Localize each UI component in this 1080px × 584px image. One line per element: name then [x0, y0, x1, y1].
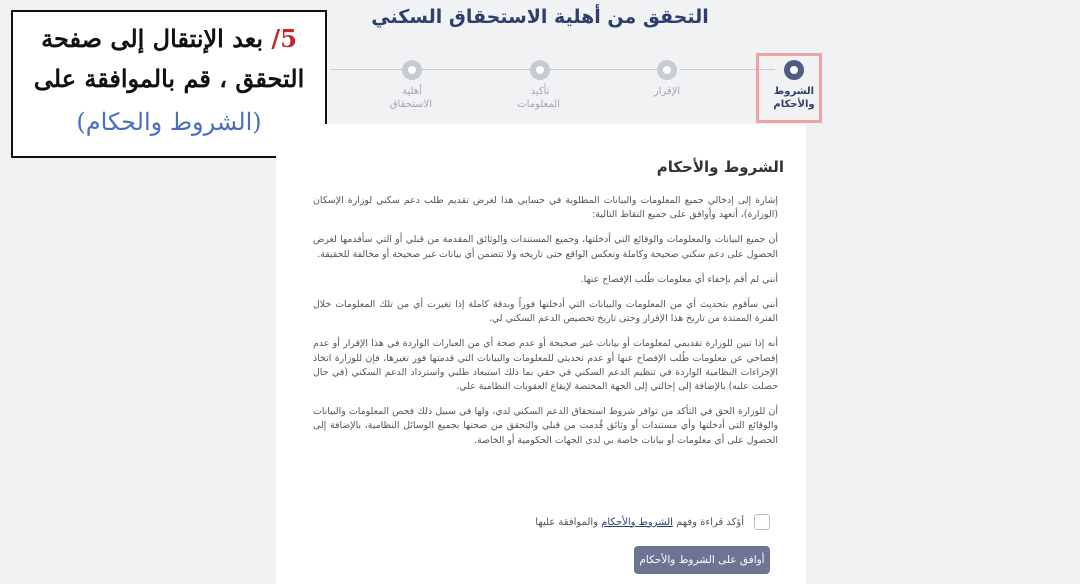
step-connector — [550, 69, 658, 70]
terms-heading: الشروط والأحكام — [656, 158, 784, 176]
callout-line-1 — [13, 24, 325, 53]
step-label-terms: الشروط والأحكام — [773, 86, 815, 110]
step-indicator-declaration[interactable] — [657, 60, 677, 80]
agree-row — [535, 514, 770, 530]
step-connector — [330, 69, 402, 70]
agree-button[interactable]: أوافق على الشروط والأحكام — [634, 546, 770, 574]
terms-paragraph: إشارة إلى إدخالي جميع المعلومات والبيانات المطلوبة في حسابي هذا لغرض تقديم طلب دعم سكني لوزارة الإسكان (الوزارة)، أتعهد وأوافق على جميع النقاط التالية: — [313, 195, 778, 221]
terms-paragraph: أنه إذا تبين للوزارة تقديمي لمعلومات أو بيانات غير صحيحة أو عدم صحة أي من العبارات الواردة في هذا الإقرار أو عدم إفصاحي عن معلومات طُلب الإفصاح عنها أو عدم تحديثي للمعلومات والبيانات التي قدمتها فور تغيرها، فإن للوزارة اتخاذ الإجراءات النظامية الواردة في تنظيم الدعم السكني في حقي بما ذلك استبعاد طلبي واسترداد الدعم السكني (في حال حصلت عليه) بالإضافة إلى إحالتي إلى الجهة المختصة لإيقاع العقوبات النظامية علي. — [313, 338, 778, 393]
step-connector — [422, 69, 530, 70]
agree-suffix: والموافقة عليها — [535, 516, 602, 528]
callout-line-2: التحقق ، قم بالموافقة على — [33, 64, 305, 93]
agree-label — [535, 517, 744, 528]
active-step-highlight — [756, 53, 822, 123]
terms-paragraph: أن جميع البيانات والمعلومات والوقائع التي أدخلتها، وجميع المستندات والوثائق المقدمة من قبلي أو التي سأقدمها لغرض الحصول على دعم سكني صحيحة وكاملة وتعكس الواقع حتى تاريخه ولا تتضمن أي بيانات غير صحيحة أو مخالفة للحقيقة. — [313, 234, 778, 260]
callout-step-number: 5/ — [271, 24, 297, 53]
step-label-eligibility: أهلية الاستحقاق — [389, 86, 432, 110]
step-label-declaration: الإقرار — [653, 86, 681, 97]
callout-line-1-text: بعد الإنتقال إلى صفحة — [41, 24, 264, 53]
callout-line-3: (الشروط والحكام) — [76, 108, 262, 136]
terms-link[interactable]: الشروط والأحكام — [601, 516, 673, 528]
terms-paragraph: أنني لم أقم بإخفاء أي معلومات طُلب الإفصاح عنها. — [580, 273, 778, 285]
terms-text[interactable] — [313, 194, 778, 482]
step-indicator-eligibility[interactable] — [402, 60, 422, 80]
terms-paragraph: أن للوزارة الحق في التأكد من توافر شروط استحقاق الدعم السكني لدي، ولها في سبيل ذلك فحص المعلومات والبيانات والوقائع التي أدخلتها وأي مستندات أو وثائق قُدمت من قبلي والتحقق من صحتها بجميع الوسائل النظامية، بالإضافة إلى الحصول على أي معلومات أو بيانات خاصة بي لدى الجهات الحكومية أو الخاصة. — [313, 406, 778, 446]
agree-prefix: أؤكد قراءة وفهم — [672, 516, 744, 528]
agree-checkbox[interactable] — [754, 514, 770, 530]
terms-card — [276, 124, 806, 584]
step-indicator-confirm-info[interactable] — [530, 60, 550, 80]
page-title: التحقق من أهلية الاستحقاق السكني — [371, 6, 709, 28]
terms-paragraph: أنني سأقوم بتحديث أي من المعلومات والبيانات التي أدخلتها فوراً وبدقة كاملة إذا تغيرت أي من تلك المعلومات خلال الفترة الممتدة من تاريخ هذا الإقرار وحتى تاريخ تخصيص الدعم السكني لي. — [313, 299, 778, 325]
step-label-confirm-info: تأكيد المعلومات — [517, 86, 560, 110]
